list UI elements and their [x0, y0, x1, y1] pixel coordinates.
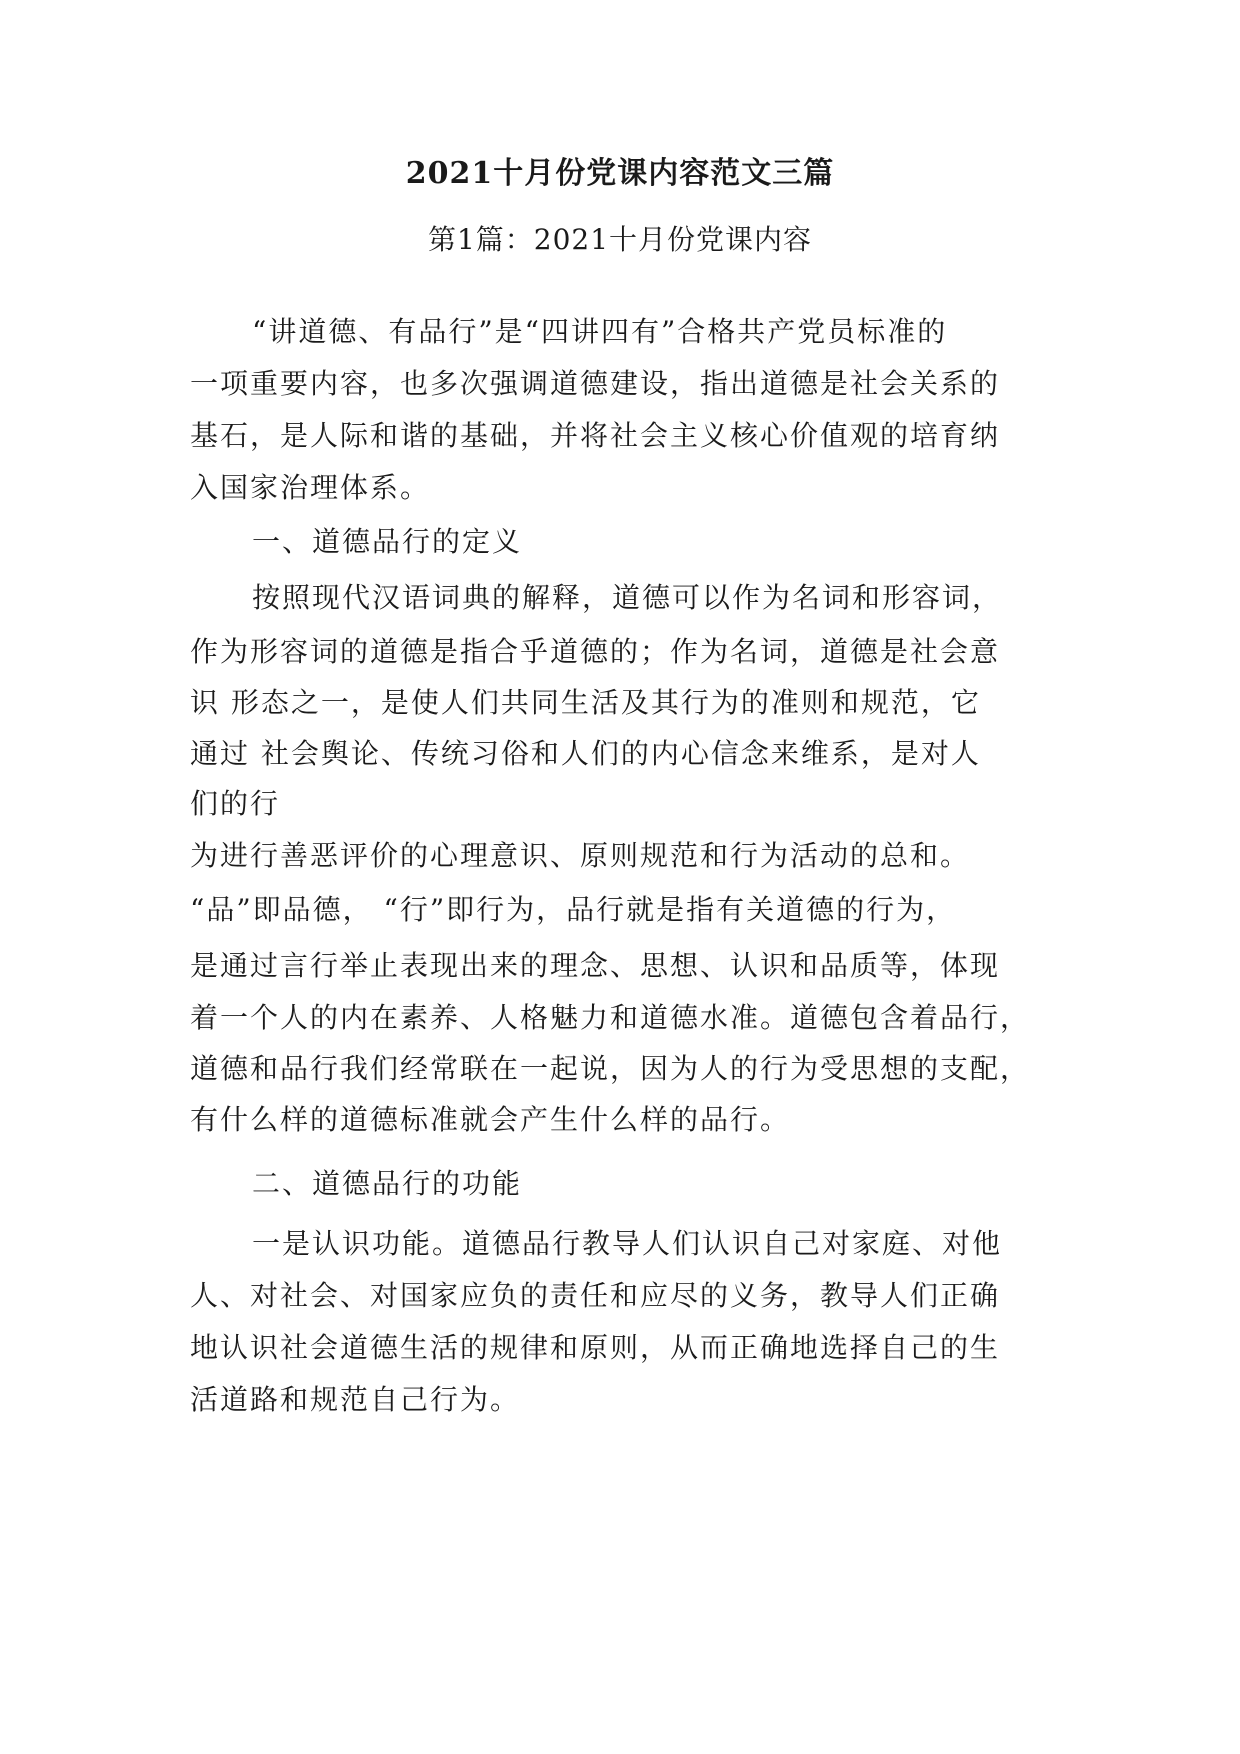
paragraph-line: 入国家治理体系。 — [190, 471, 431, 504]
paragraph-line: 一项重要内容，也多次强调道德建设，指出道德是社会关系的 — [190, 367, 1001, 400]
paragraph-line: 活道路和规范自己行为。 — [190, 1383, 521, 1416]
paragraph-line: 们的行 — [190, 787, 281, 820]
paragraph-line: “品”即品德， “行”即行为，品行就是指有关道德的行为， — [190, 893, 957, 926]
paragraph-line: 按照现代汉语词典的解释，道德可以作为名词和形容词， — [252, 581, 1003, 614]
section-heading: 二、道德品行的功能 — [252, 1167, 523, 1200]
paragraph-line: 作为形容词的道德是指合乎道德的；作为名词，道德是社会意 — [190, 635, 1001, 668]
document-subtitle: 第1篇：2021十月份党课内容 — [427, 223, 813, 256]
document-title: 2021十月份党课内容范文三篇 — [405, 156, 835, 191]
paragraph-line: 识 形态之一，是使人们共同生活及其行为的准则和规范，它 — [190, 686, 981, 719]
paragraph-line: 一是认识功能。道德品行教导人们认识自己对家庭、对他 — [252, 1227, 1003, 1260]
paragraph-line: 通过 社会舆论、传统习俗和人们的内心信念来维系，是对人 — [190, 737, 981, 770]
paragraph-line: 着一个人的内在素养、人格魅力和道德水准。道德包含着品行， — [190, 1001, 1031, 1034]
paragraph-line: 为进行善恶评价的心理意识、原则规范和行为活动的总和。 — [190, 839, 971, 872]
paragraph-line: 地认识社会道德生活的规律和原则，从而正确地选择自己的生 — [190, 1331, 1001, 1364]
paragraph-line: 有什么样的道德标准就会产生什么样的品行。 — [190, 1103, 791, 1136]
paragraph-line: 道德和品行我们经常联在一起说，因为人的行为受思想的支配， — [190, 1052, 1031, 1085]
section-heading: 一、道德品行的定义 — [252, 525, 523, 558]
paragraph-line: “讲道德、有品行”是“四讲四有”合格共产党员标准的 — [252, 315, 948, 348]
paragraph-line: 人、对社会、对国家应负的责任和应尽的义务，教导人们正确 — [190, 1279, 1001, 1312]
paragraph-line: 基石，是人际和谐的基础，并将社会主义核心价值观的培育纳 — [190, 419, 1001, 452]
paragraph-line: 是通过言行举止表现出来的理念、思想、认识和品质等，体现 — [190, 949, 1001, 982]
